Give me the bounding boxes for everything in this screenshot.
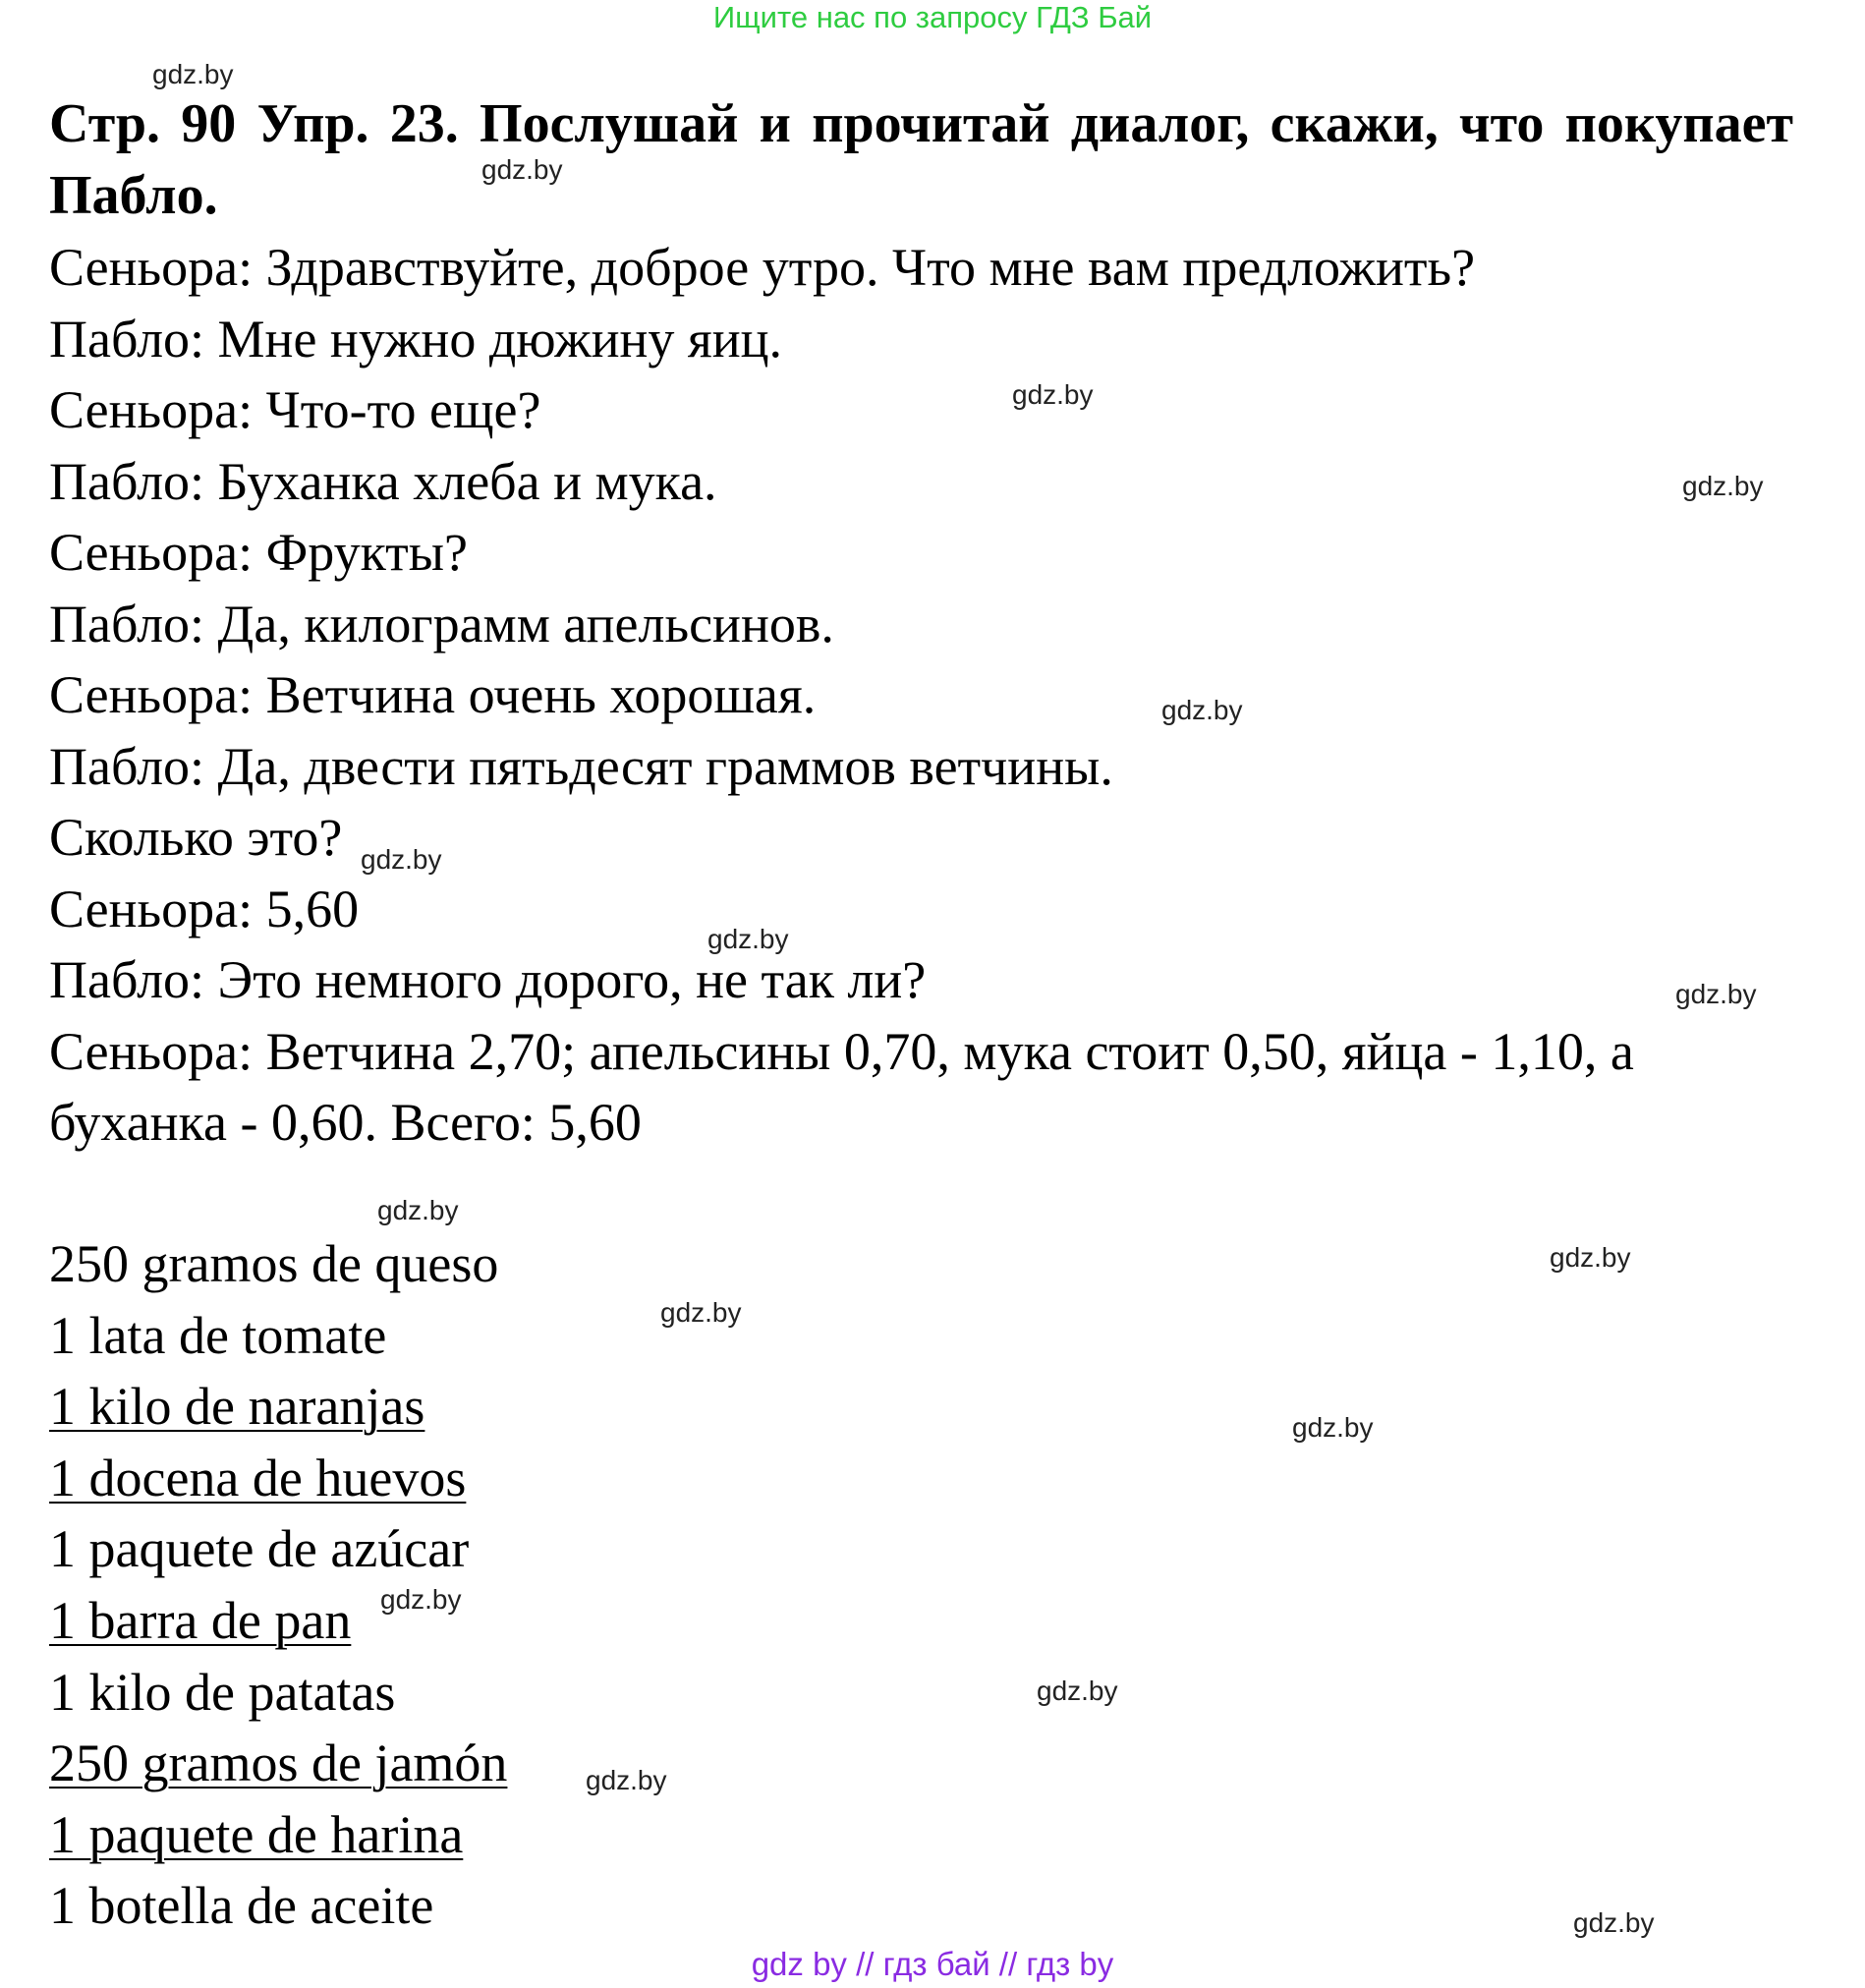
dialog-line: Сеньора: Что-то еще? — [49, 380, 541, 439]
list-item: 1 kilo de patatas — [49, 1662, 396, 1722]
dialog-line: Пабло: Это немного дорого, не так ли? — [49, 950, 927, 1009]
list-item-underlined: 1 docena de huevos — [49, 1448, 467, 1507]
watermark: gdz.by — [1292, 1412, 1374, 1443]
top-banner[interactable]: Ищите нас по запросу ГДЗ Бай — [712, 0, 1153, 34]
watermark: gdz.by — [380, 1584, 462, 1615]
list-item: 1 botella de aceite — [49, 1876, 434, 1936]
watermark: gdz.by — [1550, 1242, 1631, 1273]
list-item: 1 paquete de azúcar — [49, 1519, 470, 1579]
dialog-line: Сеньора: Ветчина 2,70; апельсины 0,70, мука стоит 0,50, яйца - 1,10, а буханка - 0,60. Всего: 5,60 — [49, 1021, 1634, 1152]
list-item-underlined: 1 kilo de naranjas — [49, 1377, 425, 1437]
list-item-underlined: 250 gramos de jamón — [49, 1733, 508, 1793]
watermark: gdz.by — [361, 844, 442, 875]
watermark: gdz.by — [707, 924, 789, 954]
watermark: gdz.by — [660, 1297, 742, 1328]
watermark: gdz.by — [1037, 1676, 1118, 1706]
exercise-title: Стр. 90 Упр. 23. Послушай и прочитай диалог, скажи, что покупает Пабло. — [49, 93, 1793, 226]
list-item: 250 gramos de queso — [49, 1234, 499, 1293]
dialog-text — [49, 232, 1808, 1159]
dialog-line: Сеньора: Фрукты? — [49, 523, 468, 582]
watermark: gdz.by — [152, 59, 234, 89]
list-item: 1 lata de tomate — [49, 1305, 387, 1365]
dialog-line: Пабло: Буханка хлеба и мука. — [49, 451, 717, 511]
watermark: gdz.by — [377, 1195, 459, 1225]
watermark: gdz.by — [1675, 979, 1757, 1009]
list-item-underlined: 1 paquete de harina — [49, 1804, 464, 1864]
footer-banner[interactable]: gdz by // гдз бай // гдз by — [751, 1946, 1114, 1982]
watermark: gdz.by — [586, 1765, 667, 1795]
dialog-line: Сеньора: Ветчина очень хорошая. — [49, 665, 817, 724]
dialog-line: Пабло: Мне нужно дюжину яиц. — [49, 309, 783, 369]
dialog-line: Сколько это? — [49, 808, 343, 867]
watermark: gdz.by — [1161, 695, 1243, 725]
dialog-line: Сеньора: 5,60 — [49, 879, 360, 938]
dialog-line: Пабло: Да, килограмм апельсинов. — [49, 594, 834, 653]
watermark: gdz.by — [1012, 379, 1094, 410]
watermark: gdz.by — [481, 154, 563, 185]
watermark: gdz.by — [1573, 1907, 1655, 1938]
list-item-underlined: 1 barra de pan — [49, 1590, 352, 1650]
dialog-line: Пабло: Да, двести пятьдесят граммов ветчины. — [49, 736, 1113, 796]
dialog-line: Сеньора: Здравствуйте, доброе утро. Что мне вам предложить? — [49, 238, 1476, 297]
watermark: gdz.by — [1682, 471, 1764, 501]
